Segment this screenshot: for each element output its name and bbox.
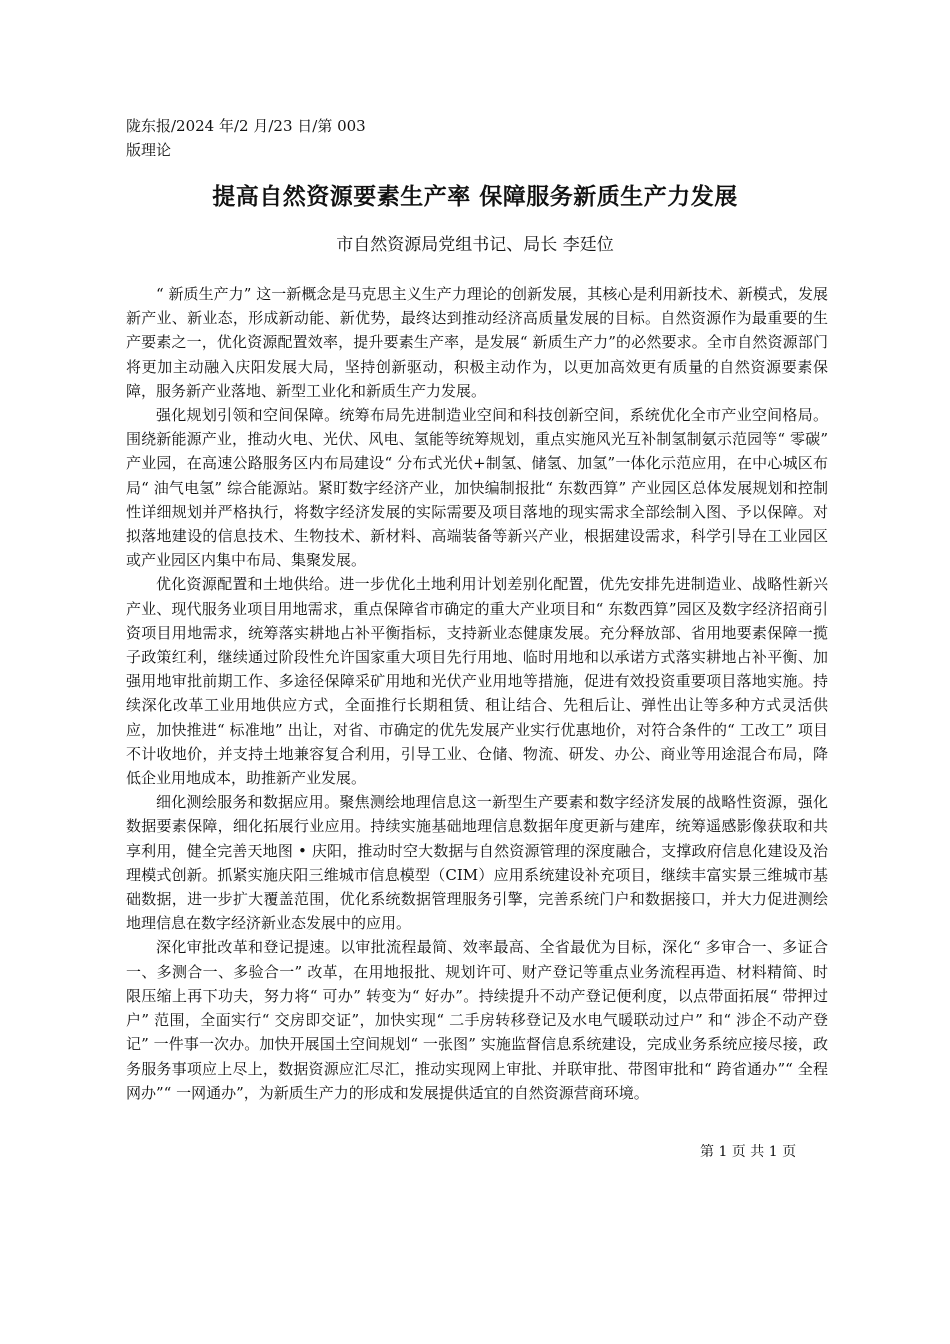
article-author: 市自然资源局党组书记、局长 李廷位 (336, 235, 614, 255)
paragraph-planning: 强化规划引领和空间保障。统筹布局先进制造业空间和科技创新空间，系统优化全市产业空间格局。围绕新能源产业，推动火电、光伏、风电、氢能等统筹规划，重点实施风光互补制氢制氨示范园等“ 零碳” 产业园，在高速公路服务区内布局建设“ 分布式光伏+制氢、储氢、加氢”一体化示范应用，在中心城区布局“ 油气电氢” 综合能源站。紧盯数字经济产业，加快编制报批“ 东数西算” 产业园区总体发展规划和控制性详细规划并严格执行，将数字经济发展的实际需要及项目落地的现实需求全部绘制入图、予以保障。对拟落地建设的信息技术、生物技术、新材料、高端装备等新兴产业，根据建设需求，科学引导在工业园区或产业园区内集中布局、集聚发展。 (126, 406, 828, 570)
paragraph-intro: “ 新质生产力” 这一新概念是马克思主义生产力理论的创新发展，其核心是利用新技术、新模式，发展新产业、新业态，形成新动能、新优势，最终达到推动经济高质量发展的目标。自然资源作为最重要的生产要素之一，优化资源配置效率，提升要素生产率，是发展“ 新质生产力”的必然要求。全市自然资源部门将更加主动融入庆阳发展大局，坚持创新驱动，积极主动作为，以更加高效更有质量的自然资源要素保障，服务新产业落地、新型工业化和新质生产力发展。 (126, 285, 828, 400)
paragraph-approval-reform: 深化审批改革和登记提速。以审批流程最简、效率最高、全省最优为目标，深化“ 多审合一、多证合一、多测合一、多验合一” 改革，在用地报批、规划许可、财产登记等重点业务流程再造、材料精简、时限压缩上再下功夫，努力将“ 可办” 转变为“ 好办”。持续提升不动产登记便利度，以点带面拓展“ 带押过户” 范围，全面实行“ 交房即交证”，加快实现“ 二手房转移登记及水电气暖联动过户” 和“ 涉企不动产登记” 一件事一次办。加快开展国土空间规划“ 一张图” 实施监督信息系统建设，完成业务系统应接尽接，政务服务事项应上尽上，数据资源应汇尽汇，推动实现网上审批、并联审批、带图审批和“ 跨省通办”“ 全程网办”“ 一网通办”，为新质生产力的形成和发展提供适宜的自然资源营商环境。 (126, 938, 828, 1102)
source-info (126, 114, 386, 162)
paragraph-surveying: 细化测绘服务和数据应用。聚焦测绘地理信息这一新型生产要素和数字经济发展的战略性资源，强化数据要素保障，细化拓展行业应用。持续实施基础地理信息数据年度更新与建库，统筹遥感影像获取和共享利用，健全完善天地图 • 庆阳，推动时空大数据与自然资源管理的深度融合，支撑政府信息化建设及治理模式创新。抓紧实施庆阳三维城市信息模型（CIM）应用系统建设补充项目，继续丰富实景三维城市基础数据，进一步扩大覆盖范围，优化系统数据管理服务引擎，完善系统门户和数据接口，并大力促进测绘地理信息在数字经济新业态发展中的应用。 (126, 793, 828, 933)
article-body (126, 282, 828, 1105)
page-number: 第 1 页 共 1 页 (700, 1144, 797, 1160)
source-line-1: 陇东报/2024 年/2 月/23 日/第 003 (126, 117, 366, 135)
source-line-2: 版理论 (126, 141, 172, 159)
article-title: 提高自然资源要素生产率 保障服务新质生产力发展 (212, 184, 738, 210)
paragraph-land-supply: 优化资源配置和土地供给。进一步优化土地利用计划差别化配置，优先安排先进制造业、战略性新兴产业、现代服务业项目用地需求，重点保障省市确定的重大产业项目和“ 东数西算”园区及数字经济招商引资项目用地需求，统筹落实耕地占补平衡指标，支持新业态健康发展。充分释放部、省用地要素保障一揽子政策红利，继续通过阶段性允许国家重大项目先行用地、临时用地和以承诺方式落实耕地占补平衡、加强用地审批前期工作、多途径保障采矿用地和光伏产业用地等措施，促进有效投资重要项目落地实施。持续深化改革工业用地供应方式，全面推行长期租赁、租让结合、先租后让、弹性出让等多种方式灵活供应，加快推进“ 标准地” 出让，对省、市确定的优先发展产业实行优惠地价，对符合条件的“ 工改工” 项目不计收地价，并支持土地兼容复合利用，引导工业、仓储、物流、研发、办公、商业等用途混合布局，降低企业用地成本，助推新产业发展。 (126, 575, 828, 788)
